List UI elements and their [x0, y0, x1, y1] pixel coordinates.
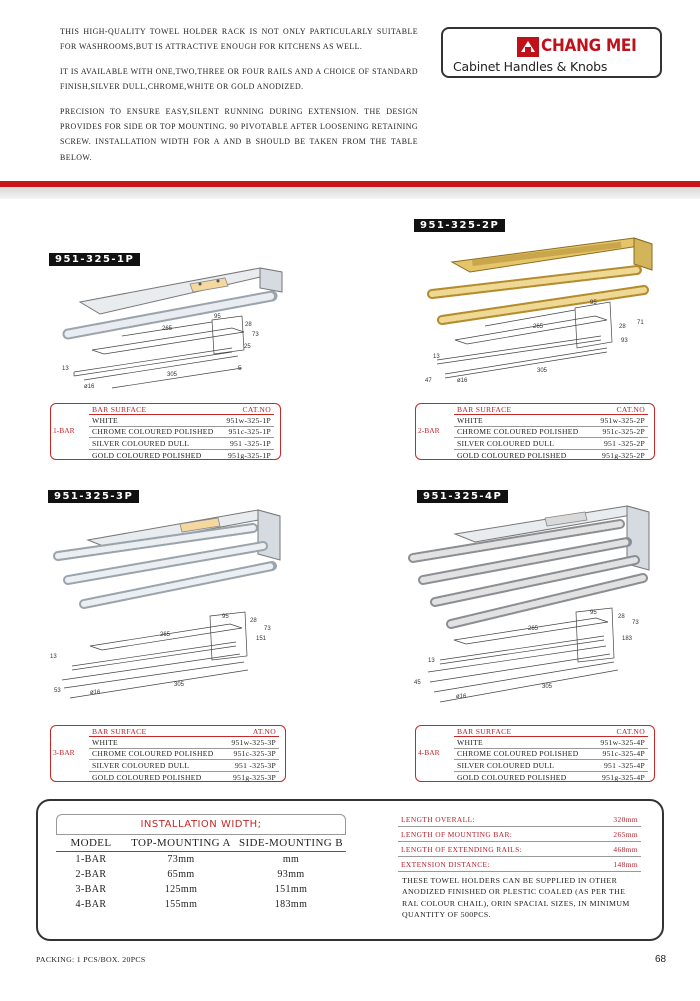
dim-2p-a: 95 — [590, 300, 597, 306]
dim-3p-f: 13 — [50, 654, 57, 660]
product-table-4p — [415, 725, 655, 782]
dim-4p-d: 28 — [618, 614, 625, 620]
table-row: CHROME COLOURED POLISHED 951c-325-4P — [454, 749, 648, 760]
spec-row: EXTENSION DISTANCE: 148mm — [398, 857, 641, 872]
intro-paragraph-2: IT IS AVAILABLE WITH ONE,TWO,THREE OR FOUR RAILS AND A CHOICE OF STANDARD FINISH,SILVER DULL,CHROME,WHITE OR GOLD ANODIZED. — [60, 66, 418, 92]
table-row: GOLD COLOURED POLISHED 951g-325-1P — [92, 450, 271, 460]
table-header: BAR SURFACE CAT.NO — [454, 404, 648, 415]
product-image-3p — [48, 500, 298, 612]
spec-list — [398, 812, 641, 872]
dim-4p-b: 265 — [528, 626, 539, 632]
table-header: BAR SURFACE CAT.NO — [89, 404, 274, 415]
table-row: GOLD COLOURED POLISHED 951g-325-4P — [457, 772, 645, 782]
table-row: 4-BAR 155mm 183mm — [75, 898, 308, 910]
dim-2p-d: 28 — [619, 324, 626, 330]
model-tag-2p: 951-325-2P — [414, 219, 505, 232]
dim-2p-b: 265 — [533, 324, 544, 330]
drawing-3p — [50, 608, 290, 706]
model-tag-3p: 951-325-3P — [48, 490, 139, 503]
dim-3p-i: 53 — [54, 688, 61, 694]
dim-4p-a: 95 — [590, 610, 597, 616]
table-row: SILVER COLOURED DULL 951 -325-3P — [89, 760, 279, 771]
table-row: 3-BAR 125mm 151mm — [75, 883, 308, 895]
installation-width-table — [56, 814, 346, 912]
drawing-2p — [425, 296, 650, 386]
installation-title: INSTALLATION WIDTH; — [56, 814, 346, 834]
table-header: BAR SURFACE CAT.NO — [454, 726, 648, 737]
dim-1p-d: 28 — [245, 322, 252, 328]
dim-2p-f: 13 — [433, 354, 440, 360]
dim-3p-a: 95 — [222, 614, 229, 620]
intro-paragraph-1: THIS HIGH-QUALITY TOWEL HOLDER RACK IS NOT ONLY PARTICULARLY SUITABLE FOR WASHROOMS,BUT IS ATTRACTIVE ENOUGH FOR KITCHENS AS WELL. — [60, 27, 418, 52]
dim-4p-h: ø16 — [456, 694, 467, 700]
model-tag-1p: 951-325-1P — [49, 253, 140, 266]
bar-label: 2-BAR — [418, 426, 440, 435]
dim-2p-c: 71 — [637, 320, 644, 326]
model-tag-4p: 951-325-4P — [417, 490, 508, 503]
bar-label: 4-BAR — [418, 748, 440, 757]
dim-2p-h: ø16 — [457, 378, 468, 384]
drawing-1p — [62, 310, 282, 392]
intro-paragraph-3: PRECISION TO ENSURE EASY,SILENT RUNNING DURING EXTENSION. THE DESIGN PROVIDES FOR SIDE OR TOP MOUNTING. 90 PIVOTABLE AFTER LOOSENING RETAINING SCREW. INSTALLATION WIDTH FOR A AND B SHOULD BE TAKEN FROM THE TABLE BELOW. — [60, 106, 418, 162]
table-row: 2-BAR 65mm 93mm — [75, 868, 305, 880]
dim-2p-e: 93 — [621, 338, 628, 344]
header-divider-shadow — [0, 187, 700, 199]
dim-1p-i: 5 — [238, 366, 242, 372]
dim-2p-i: 47 — [425, 378, 432, 384]
dim-4p-i: 45 — [414, 680, 421, 686]
bar-label: 1-BAR — [53, 426, 75, 435]
logo-mark-icon — [517, 37, 539, 57]
page-number: 68 — [655, 954, 667, 965]
table-header: BAR SURFACE AT.NO — [89, 726, 279, 737]
table-row: WHITE 951w-325-2P — [454, 415, 648, 426]
table-row: SILVER COLOURED DULL 951 -325-1P — [89, 438, 274, 449]
table-row: GOLD COLOURED POLISHED 951g-325-3P — [92, 772, 276, 782]
dim-4p-f: 13 — [428, 658, 435, 664]
product-table-3p — [50, 725, 286, 782]
dim-1p-c: 73 — [252, 332, 259, 338]
dim-1p-g: 305 — [167, 372, 178, 378]
product-table-2p — [415, 403, 655, 460]
table-row: 1-BAR 73mm mm — [75, 853, 300, 865]
table-row: GOLD COLOURED POLISHED 951g-325-2P — [457, 450, 645, 460]
spec-row: LENGTH OVERALL: 320mm — [398, 812, 641, 827]
dim-3p-e: 151 — [256, 636, 267, 642]
dim-4p-c: 73 — [632, 620, 639, 626]
spec-row: LENGTH OF MOUNTING BAR: 265mm — [398, 827, 641, 842]
col-header-model: MODEL — [56, 835, 126, 852]
dim-1p-h: ø16 — [84, 384, 95, 390]
brand-name: CHANG MEI — [541, 36, 637, 56]
packing-info: PACKING: 1 PCS/BOX. 20PCS — [36, 955, 146, 964]
dim-4p-e: 183 — [622, 636, 633, 642]
brand-subtitle: Cabinet Handles & Knobs — [453, 59, 608, 74]
table-row: WHITE 951w-325-4P — [454, 737, 648, 748]
dim-2p-g: 305 — [537, 368, 548, 374]
dim-3p-c: 73 — [264, 626, 271, 632]
intro-text — [60, 24, 418, 174]
dim-1p-b: 265 — [162, 326, 173, 332]
col-header-side: SIDE-MOUNTING B — [236, 835, 346, 852]
table-row: CHROME COLOURED POLISHED 951c-325-3P — [89, 749, 279, 760]
dim-3p-b: 265 — [160, 632, 171, 638]
brand-logo — [441, 27, 662, 78]
custom-order-note: THESE TOWEL HOLDERS CAN BE SUPPLIED IN OTHER ANODIZED FINISHED OR PLESTIC COALED (AS PER THE RAL COLOUR CHAIL), ORIN SPACIAL SIZES, IN MINIMUM QUANTITY OF 500PCS. — [402, 876, 630, 919]
bar-label: 3-BAR — [53, 748, 75, 757]
table-row: CHROME COLOURED POLISHED 951c-325-1P — [89, 427, 274, 438]
table-header — [56, 835, 346, 852]
dim-1p-a: 95 — [214, 314, 221, 320]
dim-3p-d: 28 — [250, 618, 257, 624]
col-header-top: TOP-MOUNTING A — [126, 835, 236, 852]
table-row: CHROME COLOURED POLISHED 951c-325-2P — [454, 427, 648, 438]
dim-1p-f: 13 — [62, 366, 69, 372]
drawing-4p — [410, 606, 658, 710]
table-row: SILVER COLOURED DULL 951 -325-4P — [454, 760, 648, 771]
dim-3p-h: ø16 — [90, 690, 101, 696]
dim-3p-g: 305 — [174, 682, 185, 688]
spec-row: LENGTH OF EXTENDING RAILS: 468mm — [398, 842, 641, 857]
table-row: SILVER COLOURED DULL 951 -325-2P — [454, 438, 648, 449]
table-row: WHITE 951w-325-3P — [89, 737, 279, 748]
dim-4p-g: 305 — [542, 684, 553, 690]
dim-1p-e: 25 — [244, 344, 251, 350]
table-row: WHITE 951w-325-1P — [89, 415, 274, 426]
product-table-1p — [50, 403, 281, 460]
